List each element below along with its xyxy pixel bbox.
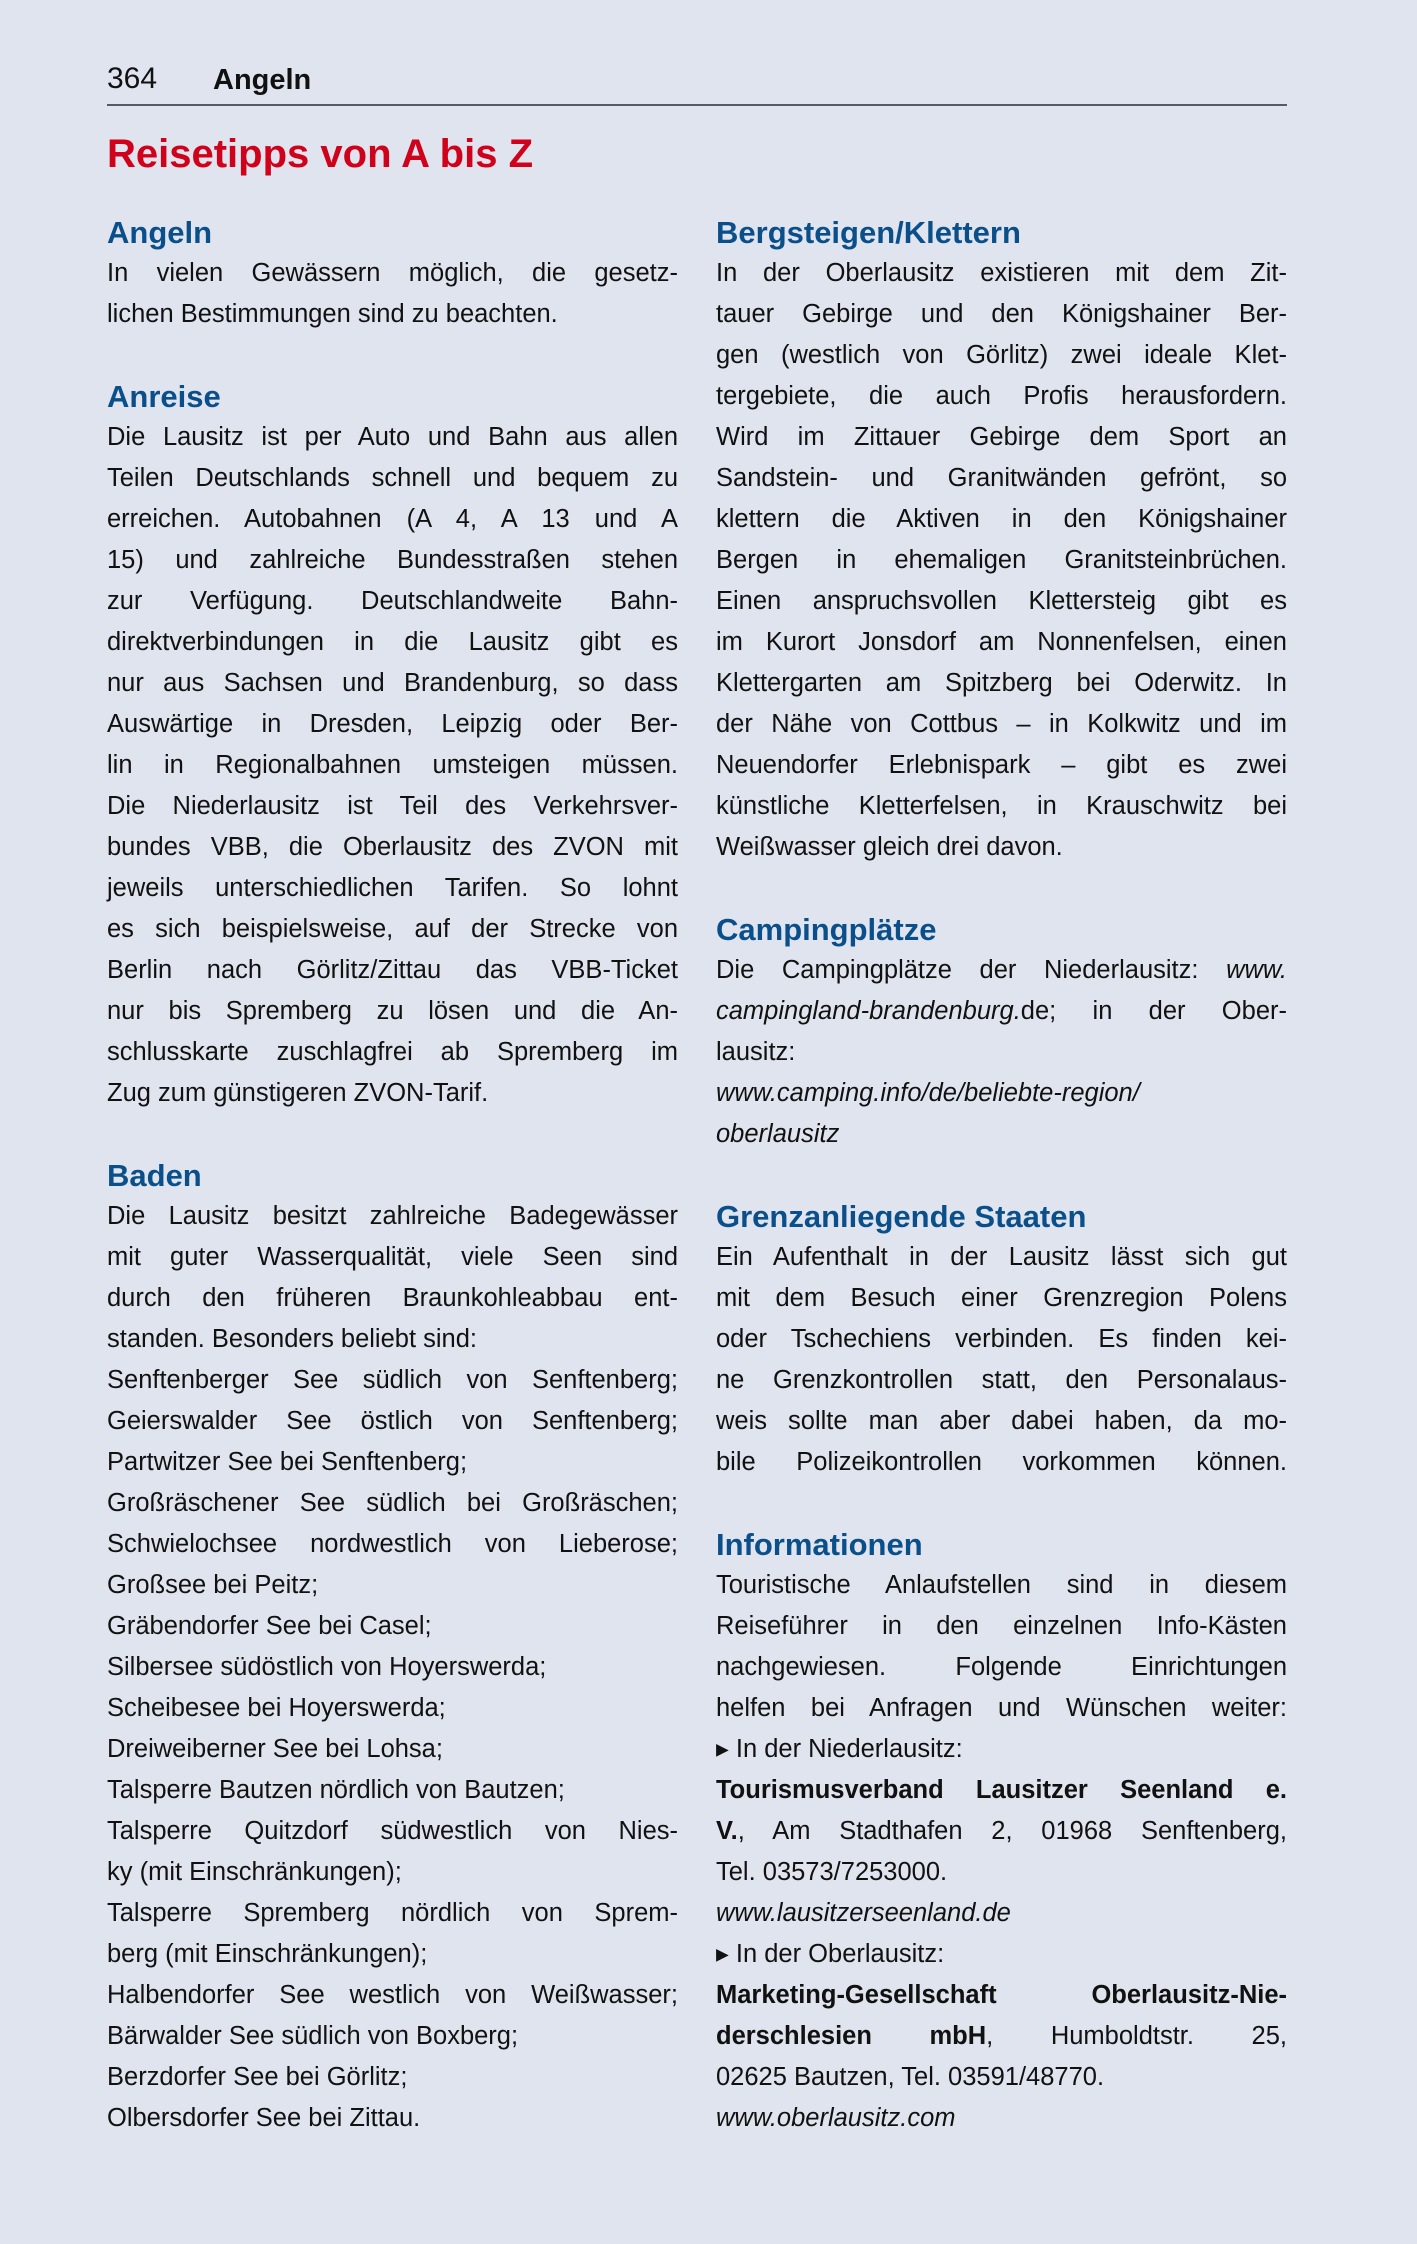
text-line: lausitz: bbox=[716, 1038, 796, 1066]
web-link[interactable]: www.lausitzerseenland.de bbox=[716, 1899, 1011, 1927]
text-line: es sich beispielsweise, auf der Strecke von bbox=[107, 915, 678, 943]
text-line: Wird im Zittauer Gebirge dem Sport an bbox=[716, 423, 1287, 451]
text-line: Berzdorfer See bei Görlitz; bbox=[107, 2063, 408, 2091]
web-link[interactable]: www.oberlausitz.com bbox=[716, 2104, 956, 2132]
text-segment: , Am Stadthafen 2, 01968 Senftenberg, bbox=[737, 1817, 1287, 1845]
text-line: jeweils unterschiedlichen Tarifen. So lohnt bbox=[107, 874, 678, 902]
text-line: Dreiweiberner See bei Lohsa; bbox=[107, 1735, 443, 1763]
text-line bbox=[716, 1811, 1287, 1852]
text-line bbox=[716, 1975, 1287, 2016]
text-line: Ein Aufenthalt in der Lausitz lässt sich gut bbox=[716, 1243, 1287, 1271]
text-line bbox=[716, 991, 1287, 1032]
text-line: Reiseführer in den einzelnen Info-Kästen bbox=[716, 1612, 1287, 1640]
section-campingpl-tze bbox=[716, 909, 1287, 1155]
section-heading: Angeln bbox=[107, 215, 213, 250]
text-line: Talsperre Spremberg nördlich von Sprem- bbox=[107, 1899, 678, 1927]
text-line: nur bis Spremberg zu lösen und die An- bbox=[107, 997, 678, 1025]
text-line: Weißwasser gleich drei davon. bbox=[716, 833, 1063, 861]
running-header bbox=[107, 62, 1287, 106]
text-line: Zug zum günstigeren ZVON-Tarif. bbox=[107, 1079, 489, 1107]
text-line: Die Niederlausitz ist Teil des Verkehrsver- bbox=[107, 792, 678, 820]
section-angeln bbox=[107, 212, 678, 335]
page-title: Reisetipps von A bis Z bbox=[107, 132, 533, 176]
text-line: ▸ In der Niederlausitz: bbox=[716, 1735, 963, 1763]
text-line: bile Polizeikontrollen vorkommen können. bbox=[716, 1448, 1287, 1476]
web-link[interactable]: oberlausitz bbox=[716, 1120, 840, 1148]
text-line: berg (mit Einschränkungen); bbox=[107, 1940, 428, 1968]
text-line bbox=[716, 2016, 1287, 2057]
text-line bbox=[716, 1073, 1287, 1114]
text-line: künstliche Kletterfelsen, in Krauschwitz bei bbox=[716, 792, 1287, 820]
page-number: 364 bbox=[107, 62, 158, 95]
text-line: Großräschener See südlich bei Großräschen; bbox=[107, 1489, 678, 1517]
text-line: Die Lausitz ist per Auto und Bahn aus allen bbox=[107, 423, 678, 451]
text-line: Auswärtige in Dresden, Leipzig oder Ber- bbox=[107, 710, 678, 738]
text-line bbox=[716, 1114, 1287, 1155]
section-heading: Baden bbox=[107, 1158, 202, 1193]
text-line: weis sollte man aber dabei haben, da mo- bbox=[716, 1407, 1287, 1435]
text-line: durch den früheren Braunkohleabbau ent- bbox=[107, 1284, 678, 1312]
text-line: Bergen in ehemaligen Granitsteinbrüchen. bbox=[716, 546, 1287, 574]
organization-name: derschlesien mbH bbox=[716, 2022, 987, 2050]
text-line: nachgewiesen. Folgende Einrichtungen bbox=[716, 1653, 1287, 1681]
text-line: Gräbendorfer See bei Casel; bbox=[107, 1612, 432, 1640]
text-line: im Kurort Jonsdorf am Nonnenfelsen, einen bbox=[716, 628, 1287, 656]
text-line: Die Lausitz besitzt zahlreiche Badegewässer bbox=[107, 1202, 678, 1230]
text-line: oder Tschechiens verbinden. Es finden kei- bbox=[716, 1325, 1287, 1353]
text-line: Neuendorfer Erlebnispark – gibt es zwei bbox=[716, 751, 1287, 779]
text-line: lichen Bestimmungen sind zu beachten. bbox=[107, 300, 558, 328]
text-segment: , Humboldtstr. 25, bbox=[986, 2022, 1288, 2050]
section-heading: Campingplätze bbox=[716, 912, 937, 947]
web-link[interactable]: www. bbox=[1226, 956, 1287, 984]
web-link[interactable]: campingland-brandenburg. bbox=[716, 997, 1021, 1025]
text-line: ▸ In der Oberlausitz: bbox=[716, 1940, 945, 1968]
text-line: Talsperre Bautzen nördlich von Bautzen; bbox=[107, 1776, 565, 1804]
running-title: Angeln bbox=[213, 64, 312, 96]
text-line: Klettergarten am Spitzberg bei Oderwitz. In bbox=[716, 669, 1287, 697]
text-line: Sandstein- und Granitwänden gefrönt, so bbox=[716, 464, 1287, 492]
text-line: Touristische Anlaufstellen sind in diesem bbox=[716, 1571, 1287, 1599]
text-line: Scheibesee bei Hoyerswerda; bbox=[107, 1694, 446, 1722]
text-line bbox=[716, 1893, 1287, 1934]
text-line: Talsperre Quitzdorf südwestlich von Nies- bbox=[107, 1817, 678, 1845]
text-line: schlusskarte zuschlagfrei ab Spremberg im bbox=[107, 1038, 678, 1066]
section-bergsteigen-klettern bbox=[716, 212, 1287, 868]
text-line: Silbersee südöstlich von Hoyerswerda; bbox=[107, 1653, 547, 1681]
text-line: Schwielochsee nordwestlich von Lieberose; bbox=[107, 1530, 678, 1558]
text-line: Einen anspruchsvollen Klettersteig gibt es bbox=[716, 587, 1287, 615]
text-line bbox=[716, 1770, 1287, 1811]
text-line: Olbersdorfer See bei Zittau. bbox=[107, 2104, 421, 2132]
text-line bbox=[716, 2098, 1287, 2139]
text-line: Geierswalder See östlich von Senftenberg; bbox=[107, 1407, 678, 1435]
organization-name: V. bbox=[716, 1817, 738, 1845]
text-line: ky (mit Einschränkungen); bbox=[107, 1858, 402, 1886]
section-grenzanliegende-staaten bbox=[716, 1196, 1287, 1483]
organization-name: Tourismusverband Lausitzer Seenland e. bbox=[716, 1776, 1287, 1804]
text-segment: Die Campingplätze der Niederlausitz: bbox=[716, 956, 1227, 984]
text-line: Bärwalder See südlich von Boxberg; bbox=[107, 2022, 519, 2050]
text-line: der Nähe von Cottbus – in Kolkwitz und im bbox=[716, 710, 1287, 738]
section-heading: Bergsteigen/Klettern bbox=[716, 215, 1021, 250]
text-line: lin in Regionalbahnen umsteigen müssen. bbox=[107, 751, 678, 779]
text-line: mit dem Besuch einer Grenzregion Polens bbox=[716, 1284, 1287, 1312]
text-line: Partwitzer See bei Senftenberg; bbox=[107, 1448, 468, 1476]
section-anreise bbox=[107, 376, 678, 1114]
web-link[interactable]: www.camping.info/de/beliebte-region/ bbox=[716, 1079, 1140, 1107]
text-line: 02625 Bautzen, Tel. 03591/48770. bbox=[716, 2063, 1105, 2091]
section-informationen bbox=[716, 1524, 1287, 2139]
organization-name: Marketing-Gesellschaft Oberlausitz-Nie- bbox=[716, 1981, 1287, 2009]
text-line: direktverbindungen in die Lausitz gibt es bbox=[107, 628, 678, 656]
right-column bbox=[716, 212, 1287, 2180]
text-line: Tel. 03573/7253000. bbox=[716, 1858, 948, 1886]
text-line bbox=[716, 950, 1287, 991]
text-line: In vielen Gewässern möglich, die gesetz- bbox=[107, 259, 678, 287]
text-line: mit guter Wasserqualität, viele Seen sind bbox=[107, 1243, 678, 1271]
text-line: Halbendorfer See westlich von Weißwasser; bbox=[107, 1981, 678, 2009]
text-line: standen. Besonders beliebt sind: bbox=[107, 1325, 477, 1353]
text-line: In der Oberlausitz existieren mit dem Zit- bbox=[716, 259, 1287, 287]
text-line: ne Grenzkontrollen statt, den Personalaus- bbox=[716, 1366, 1287, 1394]
text-segment: de; in der Ober- bbox=[1020, 997, 1287, 1025]
text-line: bundes VBB, die Oberlausitz des ZVON mit bbox=[107, 833, 678, 861]
section-heading: Grenzanliegende Staaten bbox=[716, 1199, 1087, 1234]
section-heading: Anreise bbox=[107, 379, 221, 414]
section-heading: Informationen bbox=[716, 1527, 923, 1562]
left-column bbox=[107, 212, 678, 2180]
text-line: klettern die Aktiven in den Königshainer bbox=[716, 505, 1287, 533]
text-line: erreichen. Autobahnen (A 4, A 13 und A bbox=[107, 505, 678, 533]
text-line: nur aus Sachsen und Brandenburg, so dass bbox=[107, 669, 678, 697]
text-line: gen (westlich von Görlitz) zwei ideale Klet- bbox=[716, 341, 1287, 369]
text-line: 15) und zahlreiche Bundesstraßen stehen bbox=[107, 546, 678, 574]
text-line: helfen bei Anfragen und Wünschen weiter: bbox=[716, 1694, 1287, 1722]
section-baden bbox=[107, 1155, 678, 2139]
text-line: Senftenberger See südlich von Senftenberg; bbox=[107, 1366, 678, 1394]
text-line: Großsee bei Peitz; bbox=[107, 1571, 319, 1599]
text-line: tauer Gebirge und den Königshainer Ber- bbox=[716, 300, 1287, 328]
text-line: tergebiete, die auch Profis herausfordern. bbox=[716, 382, 1287, 410]
text-line: Berlin nach Görlitz/Zittau das VBB-Ticket bbox=[107, 956, 678, 984]
text-line: zur Verfügung. Deutschlandweite Bahn- bbox=[107, 587, 678, 615]
text-line: Teilen Deutschlands schnell und bequem zu bbox=[107, 464, 678, 492]
